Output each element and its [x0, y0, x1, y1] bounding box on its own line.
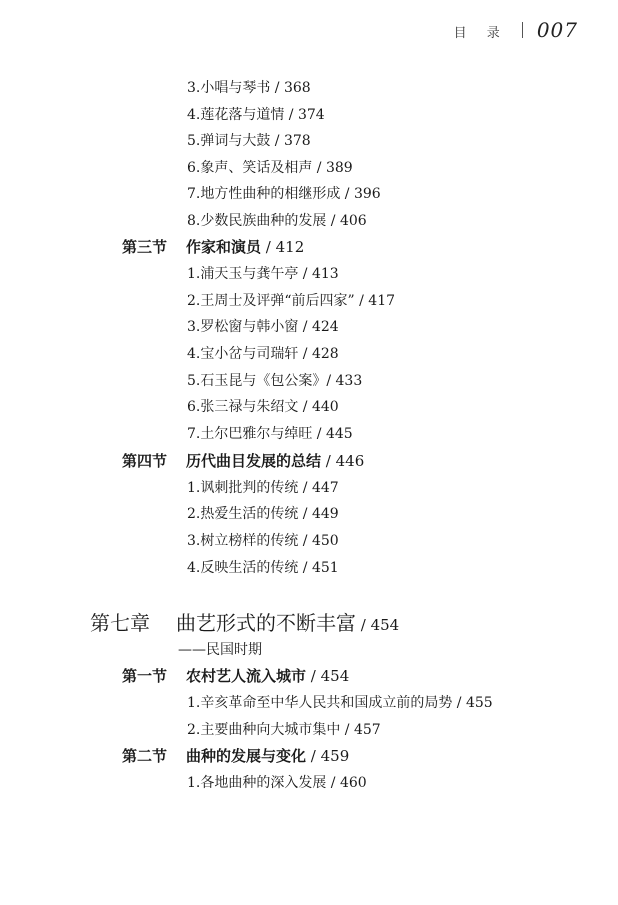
toc-entry: 3.罗松窗与韩小窗 / 424	[187, 319, 339, 335]
toc-entry: 3.树立榜样的传统 / 450	[187, 533, 339, 549]
chapter-page: / 454	[356, 616, 400, 634]
header-divider	[522, 22, 523, 38]
toc-entry: 1.辛亥革命至中华人民共和国成立前的局势 / 455	[187, 695, 493, 711]
section-label: 第一节	[122, 667, 168, 685]
section-title: 作家和演员	[186, 238, 262, 256]
toc-entry: 2.王周士及评弹“前后四家” / 417	[187, 293, 396, 309]
chapter-subtitle: ——民国时期	[178, 642, 262, 658]
toc-entry: 7.地方性曲种的相继形成 / 396	[187, 186, 381, 202]
toc-entry: 4.反映生活的传统 / 451	[187, 560, 339, 576]
section-title: 农村艺人流入城市	[186, 667, 307, 685]
section-label: 第四节	[122, 452, 168, 470]
section-page: / 454	[306, 667, 350, 685]
chapter-title: 曲艺形式的不断丰富	[176, 611, 356, 635]
header-section-title: 目 录	[453, 26, 508, 41]
toc-chapter-heading	[90, 613, 399, 633]
toc-section-heading	[122, 669, 349, 684]
section-label: 第三节	[122, 238, 168, 256]
section-title: 曲种的发展与变化	[186, 747, 307, 765]
toc-entry: 1.浦天玉与龚午亭 / 413	[187, 266, 339, 282]
page-number: 007	[536, 18, 578, 42]
section-page: / 446	[321, 452, 365, 470]
section-title: 历代曲目发展的总结	[186, 452, 322, 470]
toc-entry: 8.少数民族曲种的发展 / 406	[187, 213, 367, 229]
toc-entry: 4.莲花落与道情 / 374	[187, 107, 325, 123]
toc-section-heading	[122, 240, 304, 255]
chapter-label: 第七章	[90, 611, 150, 635]
toc-entry: 2.主要曲种向大城市集中 / 457	[187, 722, 381, 738]
toc-entry: 1.讽刺批判的传统 / 447	[187, 480, 339, 496]
toc-entry: 7.土尔巴雅尔与绰旺 / 445	[187, 426, 353, 442]
running-header	[454, 18, 578, 42]
toc-entry: 5.弹词与大鼓 / 378	[187, 133, 311, 149]
section-label: 第二节	[122, 747, 168, 765]
toc-section-heading	[122, 454, 364, 469]
toc-entry: 6.象声、笑话及相声 / 389	[187, 160, 353, 176]
toc-entry: 1.各地曲种的深入发展 / 460	[187, 775, 367, 791]
toc-entry: 2.热爱生活的传统 / 449	[187, 506, 339, 522]
toc-entry: 5.石玉昆与《包公案》/ 433	[187, 373, 363, 389]
toc-entry: 6.张三禄与朱绍文 / 440	[187, 399, 339, 415]
toc-entry: 4.宝小岔与司瑞轩 / 428	[187, 346, 339, 362]
toc-entry: 3.小唱与琴书 / 368	[187, 80, 311, 96]
toc-section-heading	[122, 749, 349, 764]
section-page: / 459	[306, 747, 350, 765]
section-page: / 412	[261, 238, 305, 256]
